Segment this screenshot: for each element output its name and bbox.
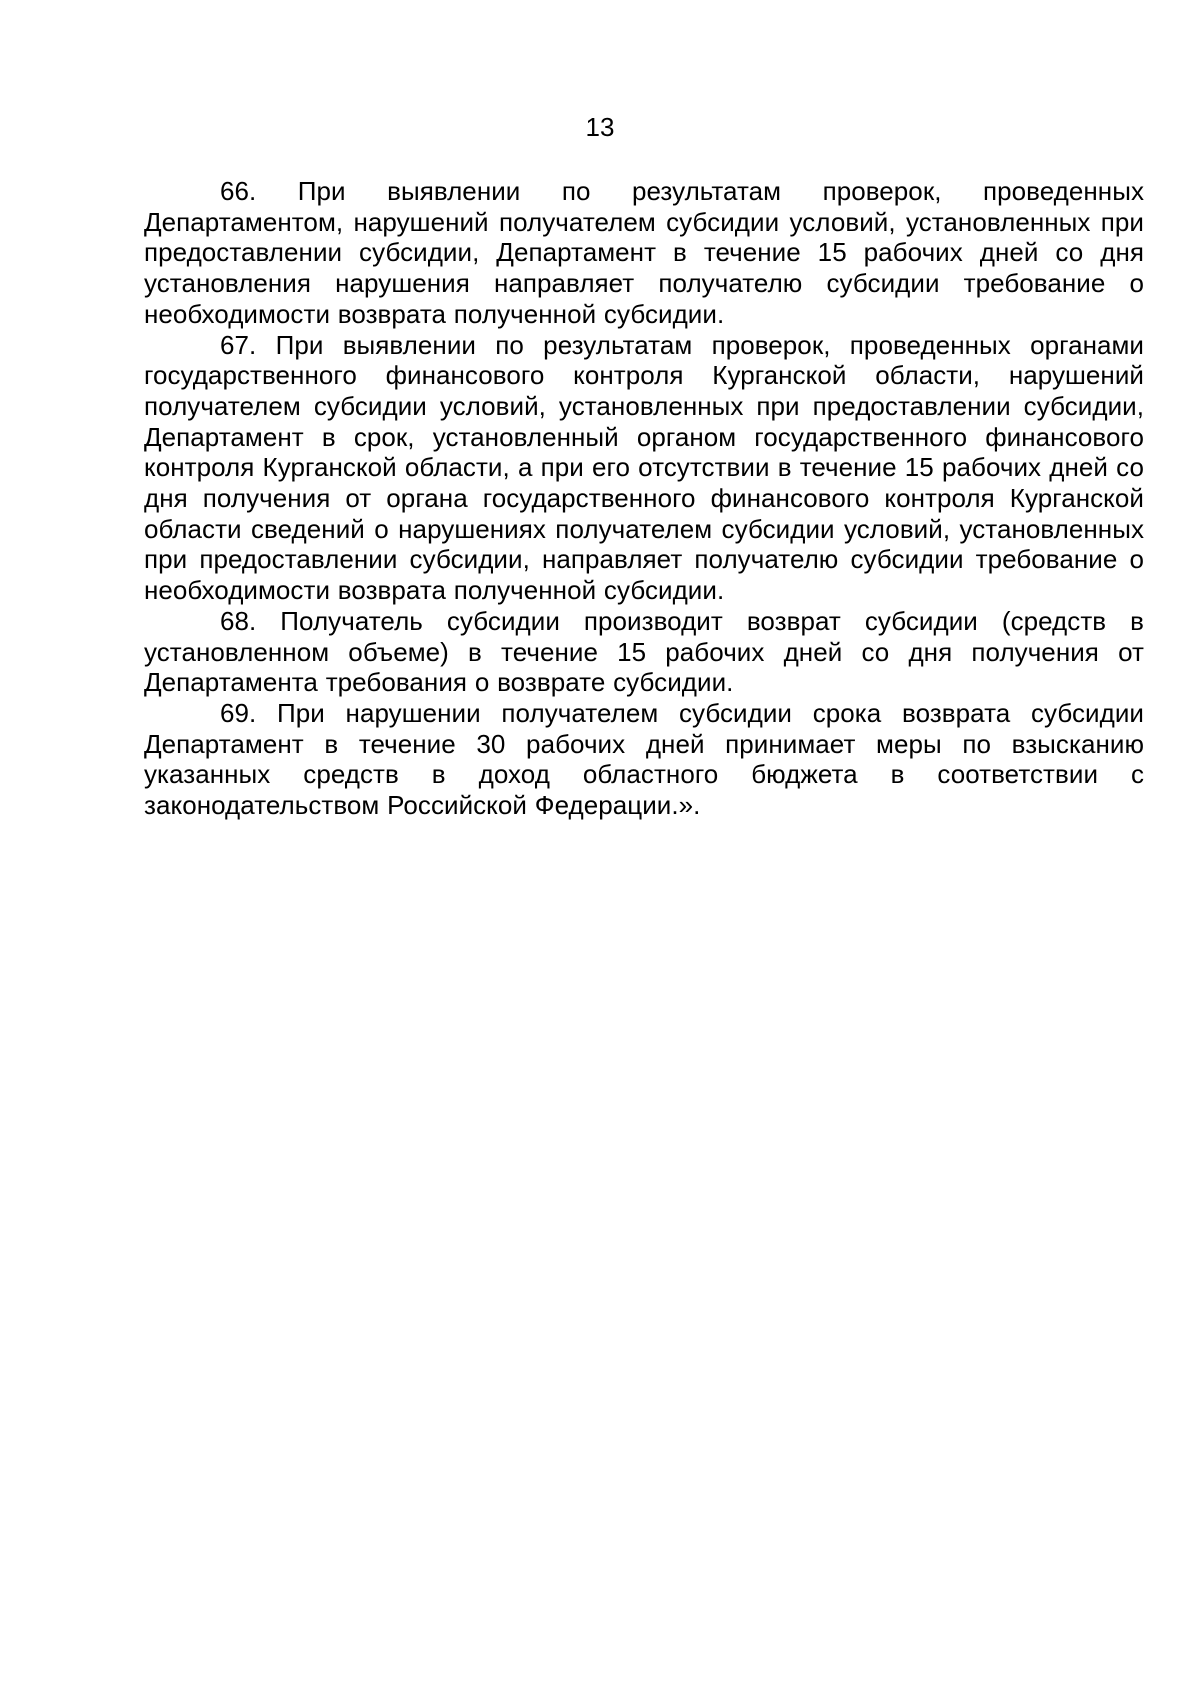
paragraph-66: 66. При выявлении по результатам проверок, проведенных Департаментом, нарушений получателем субсидии условий, установленных при предоставлении субсидии, Департамент в течение 15 рабочих дней со дня установления нарушения направляет получателю субсидии требование о необходимости возврата полученной субсидии. <box>144 176 1144 329</box>
paragraph-69: 69. При нарушении получателем субсидии срока возврата субсидии Департамент в течение 30 рабочих дней принимает меры по взысканию указанных средств в доход областного бюджета в соответствии с законодательством Российской Федерации.». <box>144 697 1144 821</box>
page-number: 13 <box>585 112 615 142</box>
paragraph-68: 68. Получатель субсидии производит возврат субсидии (средств в установленном объеме) в течение 15 рабочих дней со дня получения от Департамента требования о возврате субсидии. <box>144 605 1144 698</box>
document-body <box>144 176 1144 821</box>
paragraph-67: 67. При выявлении по результатам проверок, проведенных органами государственного финансового контроля Курганской области, нарушений получателем субсидии условий, установленных при предоставлении субсидии, Департамент в срок, установленный органом государственного финансового контроля Курганской области, а при его отсутствии в течение 15 рабочих дней со дня получения от органа государственного финансового контроля Курганской области сведений о нарушениях получателем субсидии условий, установленных при предоставлении субсидии, направляет получателю субсидии требование о необходимости возврата полученной субсидии. <box>144 329 1144 606</box>
